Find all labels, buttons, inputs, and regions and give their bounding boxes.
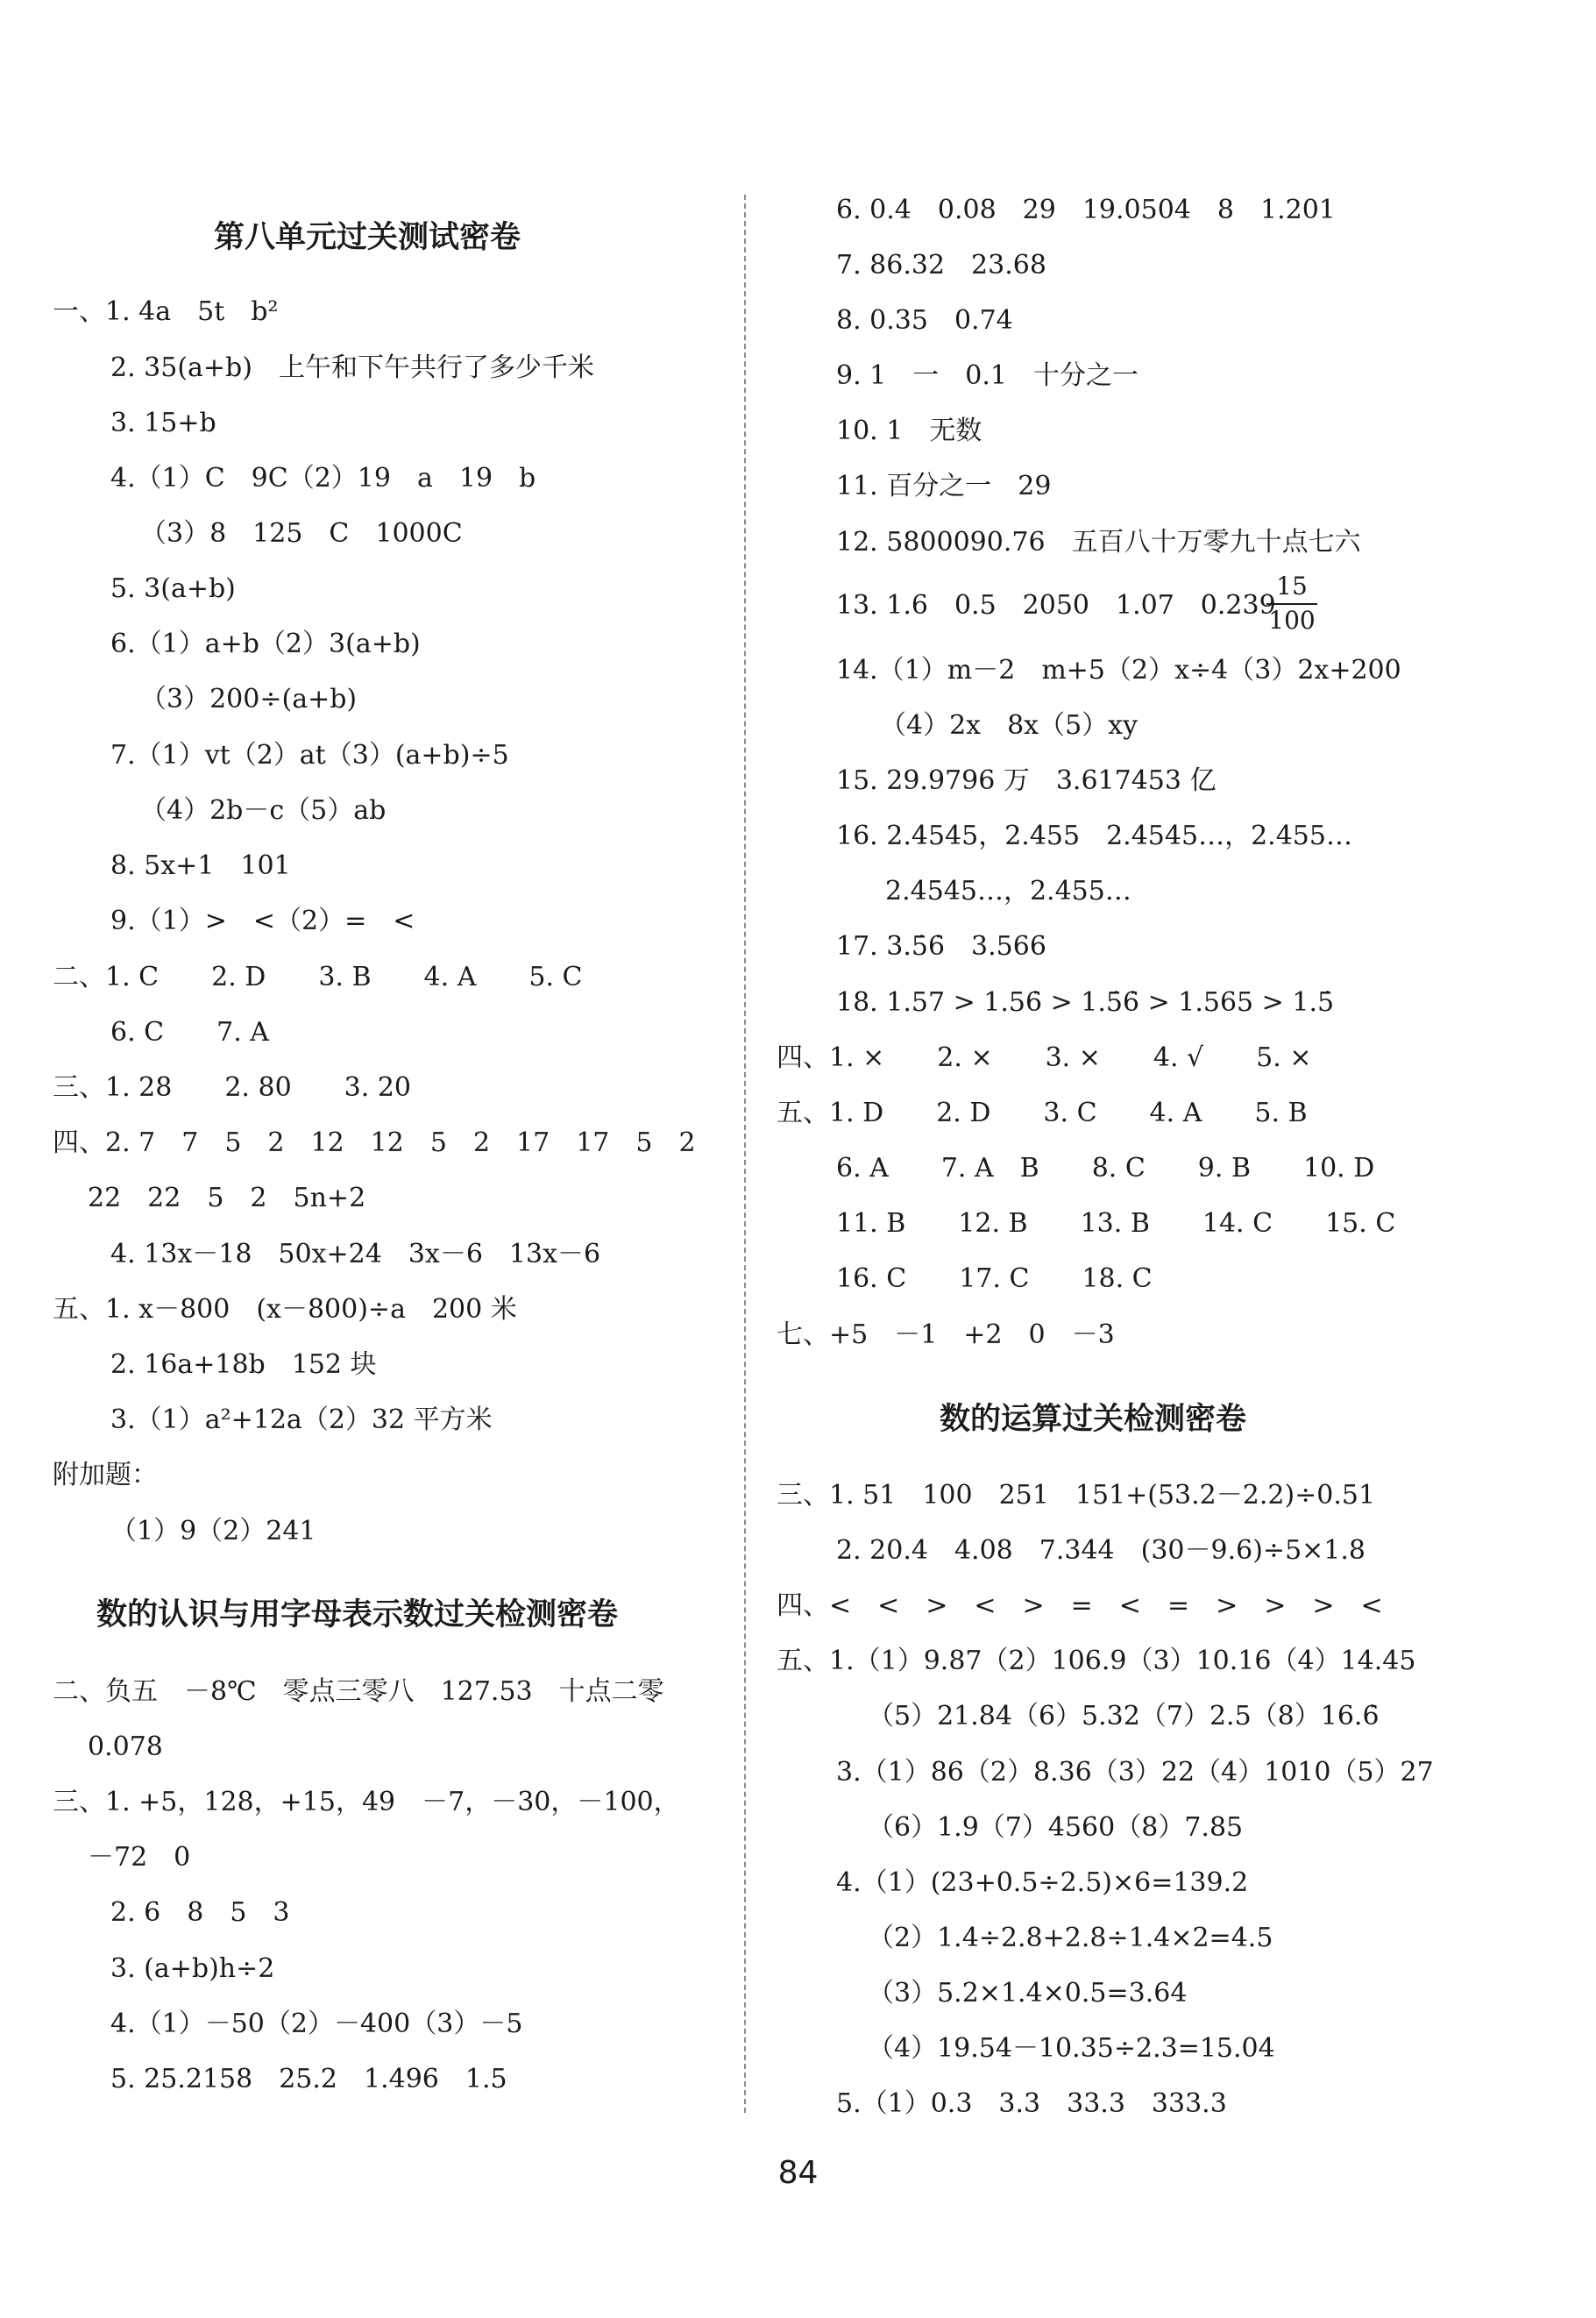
right-column bbox=[745, 0, 1596, 2318]
answer-line: 11. B 12. B 13. B 14. C 15. C bbox=[836, 1208, 1396, 1239]
answer-line: 11. 百分之一 29 bbox=[836, 471, 1052, 501]
answer-line: 一、1. 4a 5t b² bbox=[53, 296, 279, 327]
answer-line: 8. 5x+1 101 bbox=[110, 850, 291, 881]
answer-line: 7.（1）vt（2）at（3）(a+b)÷5 bbox=[110, 740, 509, 771]
page-number: 84 bbox=[777, 2155, 819, 2191]
answer-line: 4.（1）－50（2）－400（3）－5 bbox=[110, 2009, 523, 2039]
answer-line: （4）19.54－10.35÷2.3=15.04 bbox=[868, 2033, 1275, 2064]
answer-line: （6）1.9（7）4560（8）7.85 bbox=[868, 1812, 1244, 1843]
answer-line: （1）9（2）241 bbox=[110, 1516, 316, 1547]
answer-line: 2. 35(a+b) 上午和下午共行了多少千米 bbox=[110, 352, 594, 383]
answer-line: 三、1. 51 100 251 151+(53.2－2.2)÷0.51 bbox=[777, 1480, 1376, 1511]
answer-line: 五、1.（1）9.87（2）106.9（3）10.16（4）14.45 bbox=[777, 1646, 1416, 1676]
answer-line: 4.（1）C 9C（2）19 a 19 b bbox=[110, 463, 536, 494]
answer-line: 4.（1）(23+0.5÷2.5)×6=139.2 bbox=[836, 1867, 1249, 1898]
answer-line: 3. (a+b)h÷2 bbox=[110, 1953, 275, 1984]
answer-line: 5.（1）0.3 3.3 33.3 333.3 bbox=[836, 2088, 1227, 2119]
answer-line: 6. 0.4 0.08 29 19.0504 8 1.201 bbox=[836, 195, 1336, 225]
answer-line: 2. 16a+18b 152 块 bbox=[110, 1349, 377, 1380]
answer-line: （4）2b－c（5）ab bbox=[140, 795, 387, 826]
answer-line: （3）200÷(a+b) bbox=[140, 684, 358, 715]
answer-line: 二、负五 －8℃ 零点三零八 127.53 十点二零 bbox=[53, 1676, 664, 1707]
answer-line: （3）8 125 C 1000C bbox=[140, 518, 463, 549]
answer-line: 2.4545…，2.455… bbox=[885, 876, 1131, 907]
answer-line: 12. 5800090.76 五百八十万零九十点七六 bbox=[836, 527, 1361, 558]
section-title-operations: 数的运算过关检测密卷 bbox=[940, 1402, 1247, 1437]
answer-line: 四、1. × 2. × 3. × 4. √ 5. × bbox=[777, 1042, 1312, 1073]
answer-line: 16. 2.4545，2.455 2.4545…，2.455… bbox=[836, 821, 1352, 851]
answer-line: 三、1. +5，128，+15，49 －7，－30，－100， bbox=[53, 1787, 680, 1817]
section-title-unit8: 第八单元过关测试密卷 bbox=[214, 220, 521, 255]
fraction-bar bbox=[1266, 603, 1317, 605]
left-column bbox=[0, 0, 745, 2318]
answer-line: 6. C 7. A bbox=[110, 1017, 269, 1048]
answer-line: 五、1. x－800 (x－800)÷a 200 米 bbox=[53, 1294, 517, 1325]
section-title-numbers-letters: 数的认识与用字母表示数过关检测密卷 bbox=[96, 1597, 619, 1632]
answer-line: 6.（1）a+b（2）3(a+b) bbox=[110, 629, 421, 659]
answer-line: 9.（1）> <（2）= < bbox=[110, 906, 415, 936]
answer-line: 三、1. 28 2. 80 3. 20 bbox=[53, 1072, 411, 1103]
answer-line: 3. 15+b bbox=[110, 408, 216, 438]
answer-line: 2. 6 8 5 3 bbox=[110, 1897, 290, 1928]
answer-line: 14.（1）m－2 m+5（2）x÷4（3）2x+200 bbox=[836, 655, 1401, 686]
answer-line: 2. 20.4 4.08 7.344 (30－9.6)÷5×1.8 bbox=[836, 1535, 1365, 1566]
answer-line: （4）2x 8x（5）xy bbox=[880, 710, 1138, 741]
answer-line: 10. 1 无数 bbox=[836, 416, 982, 446]
answer-line: 七、+5 －1 +2 0 －3 bbox=[777, 1319, 1115, 1350]
answer-line: 3.（1）a²+12a（2）32 平方米 bbox=[110, 1404, 493, 1435]
answer-line: 17. 3.5̇6̇ 3.566 bbox=[836, 931, 1046, 962]
answer-line: 5. 25.2158 25.2 1.496 1.5 bbox=[110, 2064, 507, 2094]
answer-line: 3.（1）86（2）8.36（3）22（4）1010（5）27 bbox=[836, 1757, 1434, 1788]
fraction-denominator: 100 bbox=[1268, 606, 1316, 635]
answer-line: （2）1.4÷2.8+2.8÷1.4×2=4.5 bbox=[868, 1923, 1273, 1953]
answer-line: 16. C 17. C 18. C bbox=[836, 1263, 1153, 1294]
answer-line: 6. A 7. A B 8. C 9. B 10. D bbox=[836, 1153, 1375, 1184]
answer-line: 8. 0.35 0.74 bbox=[836, 305, 1013, 336]
answer-line: 附加题： bbox=[53, 1460, 158, 1490]
answer-line: （5）21.84（6）5.32（7）2.5（8）16.6̇ bbox=[868, 1701, 1380, 1731]
answer-line: 22 22 5 2 5n+2 bbox=[88, 1183, 366, 1213]
answer-line: 五、1. D 2. D 3. C 4. A 5. B bbox=[777, 1098, 1308, 1128]
answer-line: 二、1. C 2. D 3. B 4. A 5. C bbox=[53, 962, 583, 992]
fraction-numerator: 15 bbox=[1276, 572, 1308, 601]
answer-line: 四、2. 7 7 5 2 12 12 5 2 17 17 5 2 bbox=[53, 1127, 696, 1158]
answer-line: 15. 29.9796 万 3.617453 亿 bbox=[836, 765, 1217, 796]
answer-line: （3）5.2×1.4×0.5=3.64 bbox=[868, 1978, 1188, 2009]
answer-line: 13. 1.6 0.5 2050 1.07 0.239 bbox=[836, 590, 1276, 621]
answer-line: －72 0 bbox=[88, 1842, 191, 1873]
answer-line: 四、< < > < > = < = > > > < bbox=[777, 1590, 1383, 1621]
answer-line: 9. 1 一 0.1 十分之一 bbox=[836, 360, 1138, 391]
answer-line: 5. 3(a+b) bbox=[110, 573, 236, 604]
answer-line: 0.078 bbox=[88, 1731, 163, 1762]
answer-line: 18. 1.57 > 1.56̇ > 1.5̇6̇ > 1.565 > 1.5̇ bbox=[836, 987, 1335, 1018]
answer-line: 7. 86.32 23.68 bbox=[836, 250, 1046, 281]
answer-line: 4. 13x－18 50x+24 3x－6 13x－6 bbox=[110, 1239, 601, 1269]
